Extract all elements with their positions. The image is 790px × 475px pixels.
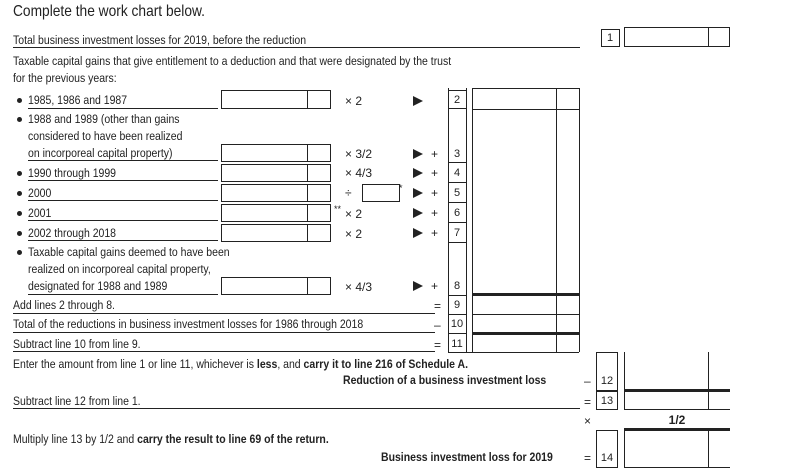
line14-amount-rule [624, 467, 730, 468]
line12-label: Reduction of a business investment loss [343, 373, 547, 387]
line9-amount-rule [472, 314, 579, 315]
multiplier-rule [624, 428, 730, 431]
line2-number: 2 [453, 94, 461, 106]
line11-rule [13, 351, 435, 352]
line5-number: 5 [453, 187, 461, 199]
line4-input[interactable] [221, 164, 331, 182]
line12-instr-carry: carry it to line 216 of Schedule A. [303, 357, 469, 371]
line3-label-c: on incorporeal capital property) [28, 146, 173, 160]
line6-rule [28, 220, 218, 221]
line14-instruction [13, 432, 329, 446]
line10-number: 10 [450, 318, 464, 330]
col9-11-amount-right [579, 295, 580, 352]
line5-input-divider [307, 184, 308, 202]
bullet-icon [17, 191, 22, 196]
line8-factor: × 4/3 [345, 280, 373, 294]
inner-top-rule [472, 88, 579, 89]
line5-star: * [399, 183, 403, 193]
line10-amount-rule [472, 332, 579, 335]
line12-instr-less: less [256, 357, 278, 371]
capital-gains-intro: Taxable capital gains that give entitlement to a deduction and that were designated by the trust [13, 54, 452, 68]
line5-num-rule [448, 202, 467, 203]
line6-input[interactable] [221, 204, 331, 222]
line1-rule [13, 47, 580, 48]
line7-number: 7 [453, 227, 461, 239]
inner-num-col-right [466, 88, 467, 295]
line3-rule [28, 160, 218, 161]
arrow-right-icon [413, 96, 423, 106]
line9-number: 9 [453, 299, 461, 311]
capital-gains-intro-2: for the previous years: [13, 71, 117, 85]
arrow-right-icon [413, 208, 423, 218]
line8-input-divider [307, 277, 308, 295]
line14-cents-divider [708, 430, 709, 468]
line9-rule [13, 313, 435, 314]
bullet-icon [17, 171, 22, 176]
line2-amount-rule [472, 109, 579, 110]
bullet-icon [17, 211, 22, 216]
line3-number: 3 [453, 148, 461, 160]
inner-amount-col-left [472, 88, 473, 295]
line2-input-divider [307, 90, 308, 109]
line5-input[interactable] [221, 184, 331, 202]
inner-cents-divider [556, 88, 557, 295]
line4-label: 1990 through 1999 [28, 166, 117, 180]
arrow-right-icon [413, 149, 423, 159]
line2-label: 1985, 1986 and 1987 [28, 93, 128, 107]
line12-amount-rule [624, 389, 730, 392]
line12-number: 12 [600, 375, 614, 387]
line4-rule [28, 180, 218, 181]
line1-label: Total business investment losses for 2019, before the reduction [13, 33, 307, 47]
line3-op: + [431, 147, 439, 161]
line14-amount-left [624, 430, 625, 468]
line4-op: + [431, 166, 439, 180]
multiply-op: × [584, 414, 592, 428]
page-title: Complete the work chart below. [13, 3, 205, 20]
line1-amount-field[interactable] [624, 27, 730, 47]
line10-label: Total of the reductions in business investment losses for 1986 through 2018 [13, 317, 364, 331]
col9-11-num-right [466, 295, 467, 352]
line12-instr-b: , and [277, 357, 301, 371]
bullet-icon [17, 250, 22, 255]
line6-stars: ** [334, 204, 342, 214]
line5-divide: ÷ [345, 186, 352, 200]
line8-label-c: designated for 1988 and 1989 [28, 279, 168, 293]
line6-label: 2001 [28, 206, 52, 220]
col9-11-cents-divider [556, 295, 557, 352]
line14-op: = [584, 451, 592, 465]
line9-num-rule [448, 314, 467, 315]
line4-num-rule [448, 182, 467, 183]
line4-input-divider [307, 164, 308, 182]
col9-11-amount-left [472, 295, 473, 352]
line6-num-rule [448, 222, 467, 223]
line3-factor: × 3/2 [345, 147, 373, 161]
line10-op: – [434, 318, 441, 332]
line14-instr-a: Multiply line 13 by 1/2 and [13, 432, 135, 446]
line13-label: Subtract line 12 from line 1. [13, 394, 141, 408]
line8-op: + [431, 279, 439, 293]
line3-label-b: considered to have been realized [28, 129, 183, 143]
line5-rule [28, 200, 218, 201]
line3-input-divider [307, 144, 308, 162]
line11-amount-rule [448, 352, 579, 353]
inner-amount-col-right [579, 88, 580, 295]
line6-number: 6 [453, 207, 461, 219]
line9-label: Add lines 2 through 8. [13, 298, 115, 312]
line4-factor: × 4/3 [345, 166, 373, 180]
arrow-right-icon [413, 188, 423, 198]
line6-input-divider [307, 204, 308, 222]
line12-op: – [584, 374, 591, 388]
line12-instruction [13, 357, 468, 371]
line5-divisor-input[interactable] [362, 184, 400, 202]
line14-number: 14 [600, 452, 614, 464]
arrow-right-icon [413, 228, 423, 238]
line8-label-a: Taxable capital gains deemed to have been [28, 245, 230, 259]
line13-rule [13, 408, 580, 409]
line8-rule [28, 294, 218, 295]
line7-input-divider [307, 224, 308, 242]
line8-label-b: realized on incorporeal capital property, [28, 262, 211, 276]
line3-num-rule [448, 162, 467, 163]
line8-total-rule [472, 293, 579, 296]
line11-number: 11 [451, 338, 463, 350]
line13-amount-left [624, 391, 625, 410]
line1-cents-divider [708, 27, 709, 47]
line2-factor: × 2 [345, 94, 363, 108]
line5-op: + [431, 186, 439, 200]
line4-number: 4 [453, 167, 461, 179]
line7-num-rule [448, 242, 467, 243]
line7-label: 2002 through 2018 [28, 226, 117, 240]
line13-cents-divider [708, 391, 709, 410]
line7-rule [28, 240, 218, 241]
line11-label: Subtract line 10 from line 9. [13, 337, 141, 351]
line8-input[interactable] [221, 277, 331, 295]
line8-number: 8 [453, 280, 461, 292]
line3-input[interactable] [221, 144, 331, 162]
col9-11-num-left [448, 295, 449, 352]
line6-op: + [431, 206, 439, 220]
line8-num-rule [448, 295, 467, 296]
line6-factor: × 2 [345, 207, 363, 221]
line10-rule [13, 332, 435, 333]
line1-number: 1 [606, 32, 614, 44]
line7-factor: × 2 [345, 227, 363, 241]
line12-instr-a: Enter the amount from line 1 or line 11, whichever is [13, 357, 255, 371]
line3-label-a: 1988 and 1989 (other than gains [28, 112, 180, 126]
line5-label: 2000 [28, 186, 52, 200]
line7-op: + [431, 226, 439, 240]
line2-input[interactable] [221, 90, 331, 109]
line13-op: = [584, 395, 592, 409]
bullet-icon [17, 117, 22, 122]
multiplier-value: 1/2 [668, 413, 686, 427]
line2-rule [28, 108, 218, 109]
line12-amount-left [624, 352, 625, 391]
line7-input[interactable] [221, 224, 331, 242]
line11-op: = [434, 338, 442, 352]
bullet-icon [17, 98, 22, 103]
line14-label: Business investment loss for 2019 [381, 450, 553, 464]
arrow-right-icon [413, 281, 423, 291]
line13-amount-rule [624, 409, 730, 410]
line14-instr-carry: carry the result to line 69 of the return. [137, 432, 329, 446]
bullet-icon [17, 231, 22, 236]
line10-num-rule [448, 333, 467, 334]
line9-op: = [434, 299, 442, 313]
line13-number: 13 [600, 395, 614, 407]
line12-cents-divider [708, 352, 709, 391]
arrow-right-icon [413, 168, 423, 178]
